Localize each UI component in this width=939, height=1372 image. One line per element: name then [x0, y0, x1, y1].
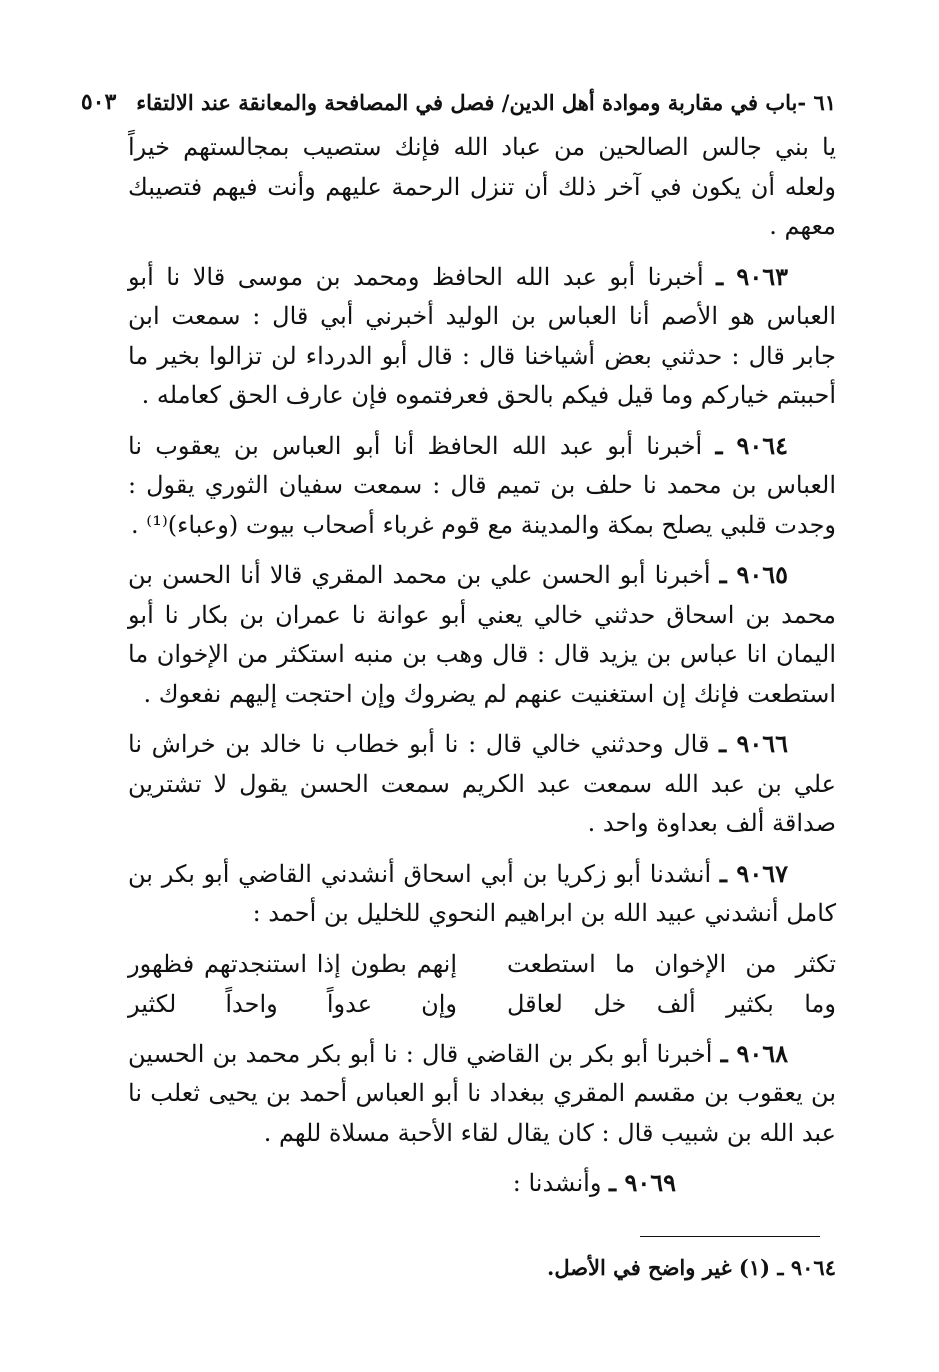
hadith-9068: [128, 1034, 836, 1154]
hadith-number: ٩٠٦٩ ـ: [609, 1168, 676, 1197]
hadith-number: ٩٠٦٤ ـ: [715, 430, 788, 460]
hadith-9063: [128, 257, 836, 416]
page-number: ٥٠٣: [80, 89, 117, 115]
hadith-9067: [128, 854, 836, 934]
hadith-text: أخبرنا أبو الحسن علي بن محمد المقري قالا أنا الحسن بن محمد بن اسحاق حدثني خالي يعني أبو عوانة نا عمران بن بكار نا أبو اليمان انا عباس بن يزيد قال : قال وهب بن منبه استكثر من الإخوان ما استطعت فإنك إن استغنيت عنهم لم يضروك وإن احتجت إليهم نفعوك .: [128, 561, 836, 708]
hadith-text: قال وحدثني خالي قال : نا أبو خطاب نا خالد بن خراش نا علي بن عبد الله سمعت عبد الكريم سمعت الحسن يقول لا تشترين صداقة ألف بعداوة واحد .: [128, 730, 836, 837]
paragraph-continuation: [128, 128, 836, 247]
hadith-text: أخبرنا أبو عبد الله الحافظ أنا أبو العباس بن يعقوب نا العباس بن محمد نا حلف بن تميم قال : سمعت سفيان الثوري يقول : وجدت قلبي يصلح بمكة والمدينة مع قوم غرباء أصحاب بيوت (وعباء)⁽¹⁾ .: [128, 431, 836, 539]
page-body: [128, 128, 836, 1214]
hadith-number: ٩٠٦٥ ـ: [719, 560, 789, 589]
hadith-9066: [128, 724, 836, 844]
hadith-number: ٩٠٦٨ ـ: [720, 1038, 788, 1068]
poem-verse-1-second: إنهم بطون إذا استنجدتهم فظهور: [128, 949, 457, 978]
running-header: [80, 86, 836, 118]
footnote-rule: [640, 1236, 820, 1237]
hadith-text: وأنشدنا :: [512, 1169, 602, 1197]
header-title: ٦١ -باب في مقاربة وموادة أهل الدين/ فصل في المصافحة والمعانقة عند الالتقاء: [136, 89, 836, 115]
hadith-9065: [128, 555, 836, 714]
hadith-text: أخبرنا أبو عبد الله الحافظ ومحمد بن موسى قالا نا أبو العباس هو الأصم أنا العباس بن الوليد أخبرني أبي قال : سمعت ابن جابر قال : حدثني بعض أشياخنا قال : قال أبو الدرداء لن تزالوا بخير ما أحببتم خياركم وما قيل فيكم بالحق فعرفتموه فإن عارف الحق كعامله .: [128, 262, 836, 409]
hadith-9069: [128, 1163, 836, 1204]
poem-verse-2-second: وإن عدواً واحداً لكثير: [128, 989, 457, 1018]
paragraph-text: يا بني جالس الصالحين من عباد الله فإنك ستصيب بمجالستهم خيراً ولعله أن يكون في آخر ذلك أن تنزل الرحمة عليهم وأنت فيهم فتصيبك معهم .: [128, 133, 836, 240]
poem-verse-1-first: تكثر من الإخوان ما استطعت: [507, 949, 836, 978]
hadith-number: ٩٠٦٦ ـ: [719, 729, 788, 758]
hadith-text: أنشدنا أبو زكريا بن أبي اسحاق أنشدني القاضي أبو بكر بن كامل أنشدني عبيد الله بن ابراهيم النحوي للخليل بن أحمد :: [128, 859, 836, 927]
hadith-number: ٩٠٦٧ ـ: [719, 858, 788, 888]
hadith-9064: [128, 426, 836, 546]
footnote: ٩٠٦٤ ـ (١) غير واضح في الأصل.: [547, 1255, 836, 1280]
poem: [128, 944, 836, 1024]
poem-verse-2-first: وما بكثير ألف خل لعاقل: [507, 989, 836, 1018]
hadith-text: أخبرنا أبو بكر بن القاضي قال : نا أبو بكر محمد بن الحسين بن يعقوب بن مقسم المقري ببغداد نا أبو العباس أحمد بن يحيى ثعلب نا عبد الله بن شبيب قال : كان يقال لقاء الأحبة مسلاة للهم .: [128, 1039, 836, 1147]
hadith-number: ٩٠٦٣ ـ: [716, 261, 788, 291]
